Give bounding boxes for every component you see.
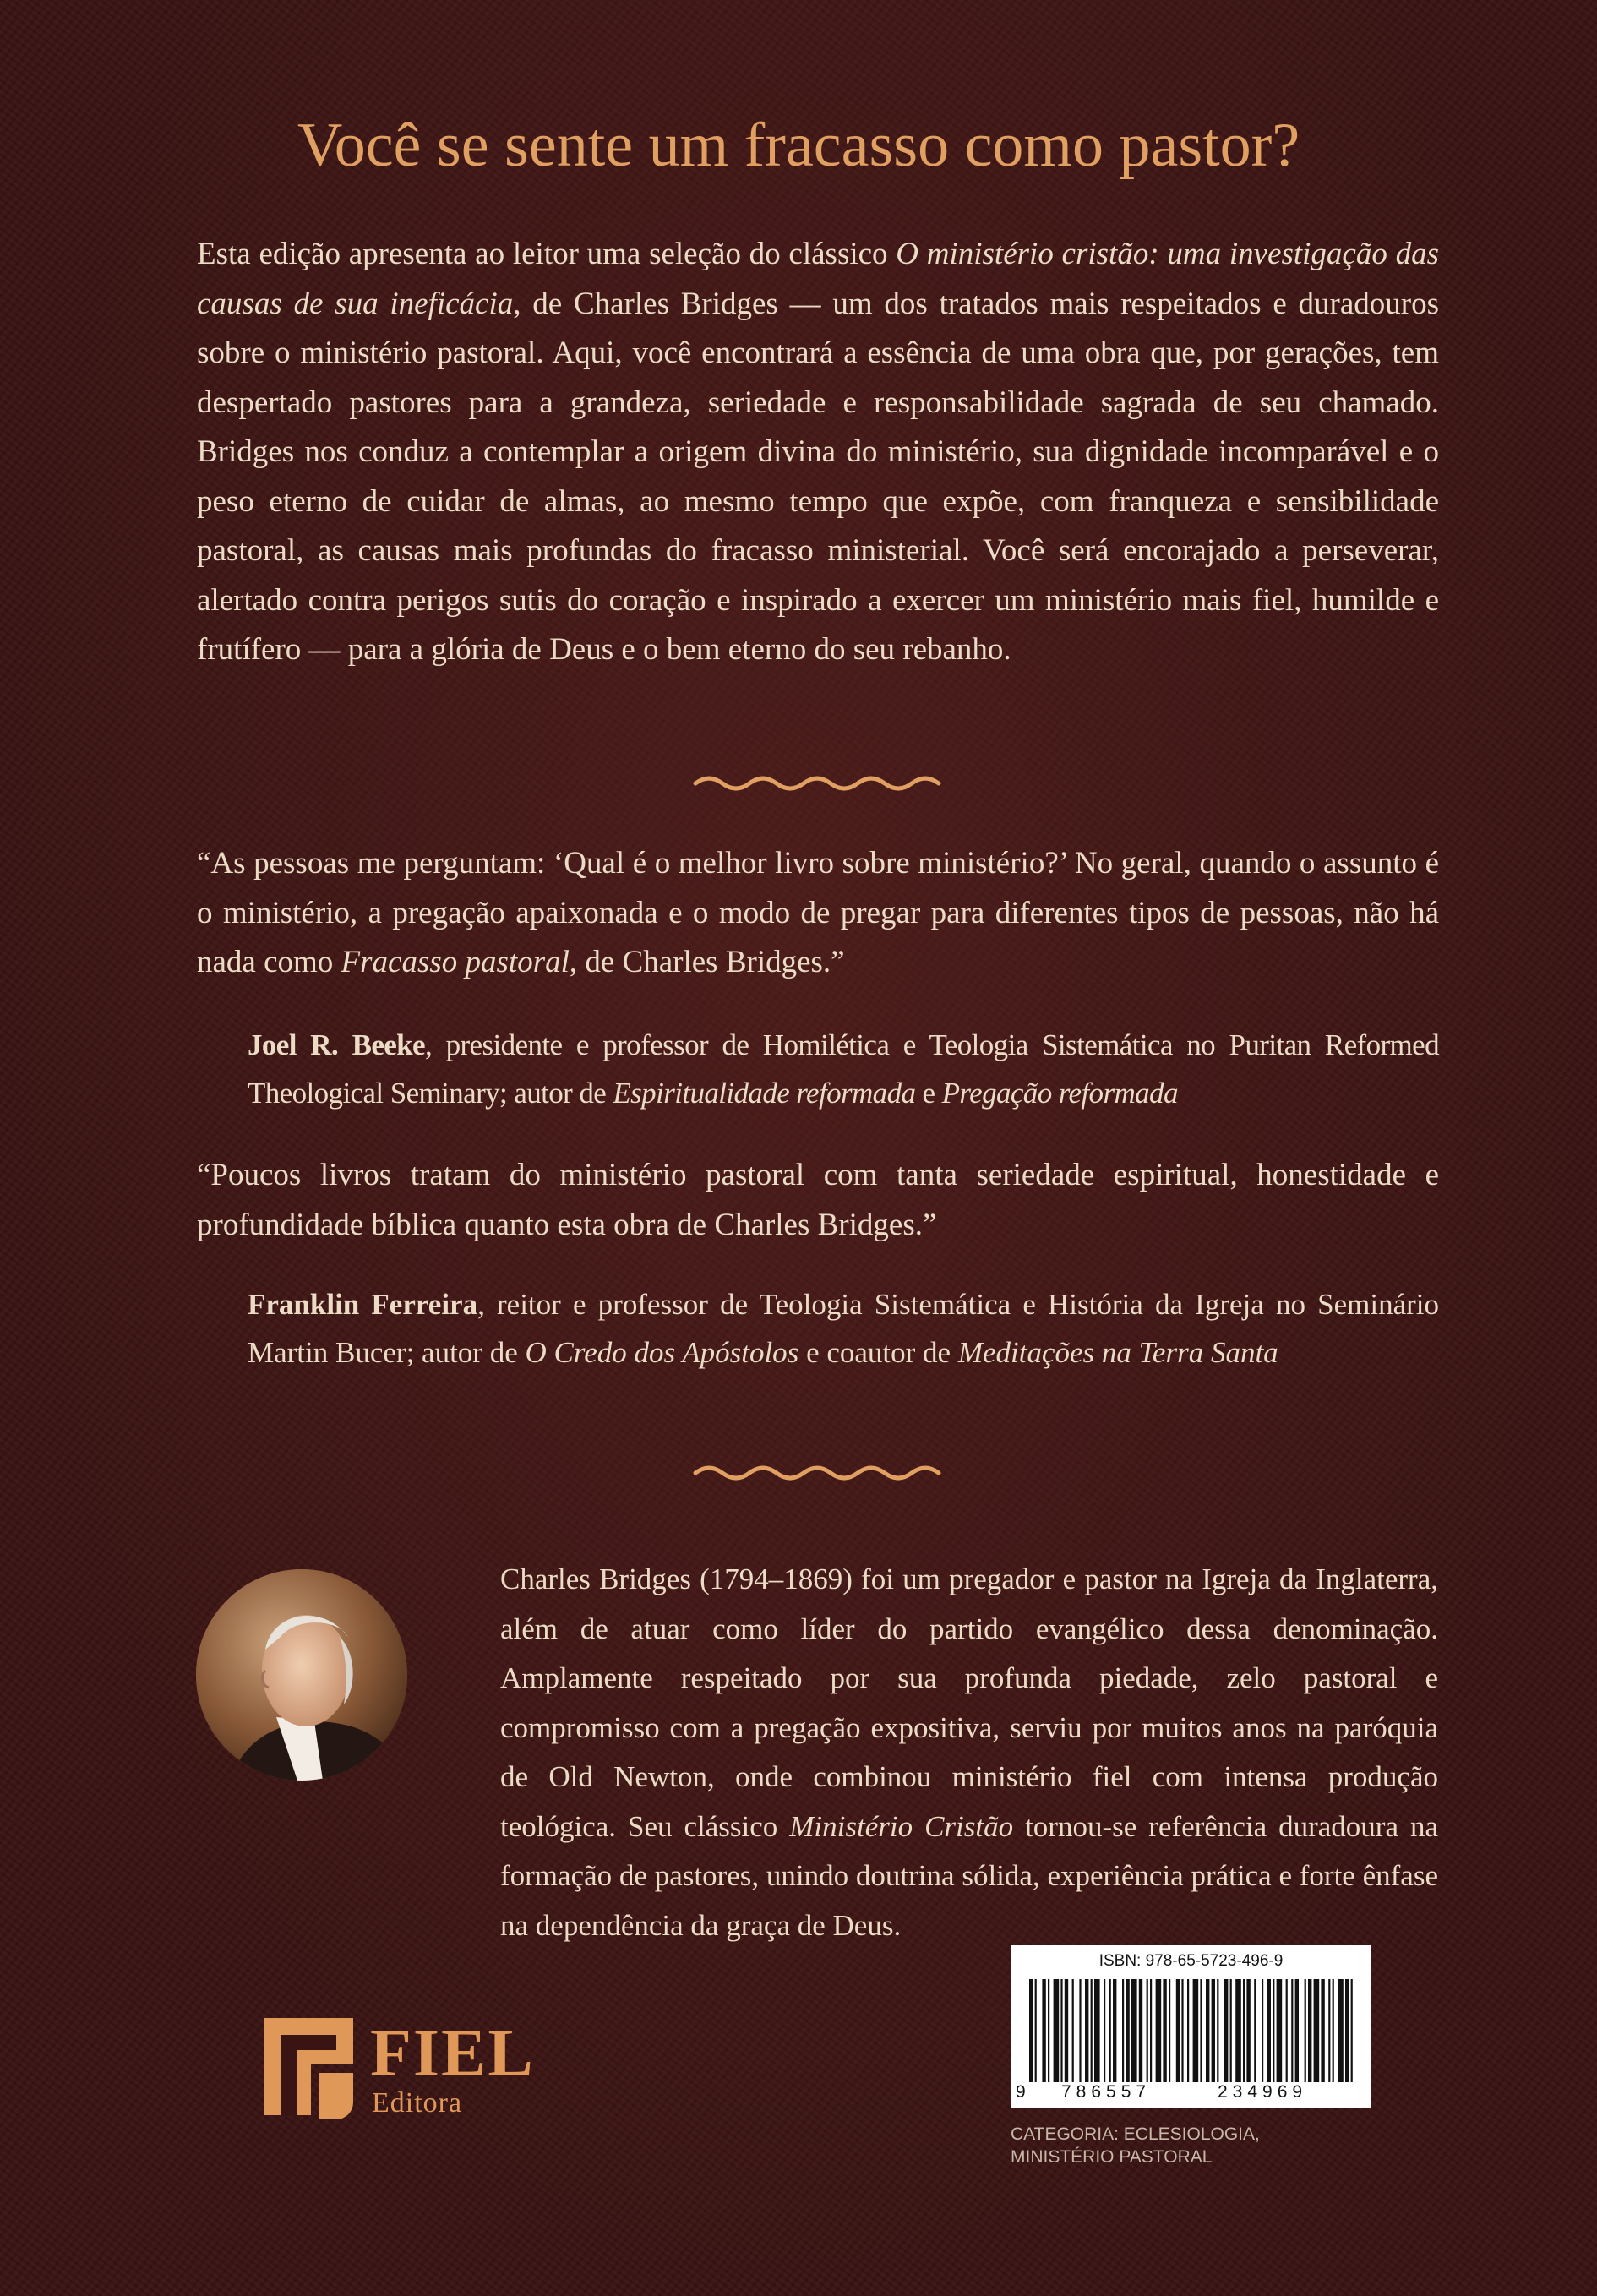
intro-book-title: O ministério cristão: uma investigação das causas de sua ineficácia — [197, 237, 1439, 321]
barcode-bar — [1295, 1979, 1299, 2082]
wave-divider-bottom — [691, 1460, 945, 1486]
bio-book: Ministério Cristão — [789, 1809, 1014, 1843]
headline: Você se sente um fracasso como pastor? — [297, 111, 1300, 180]
barcode-bar — [1109, 1979, 1111, 2082]
barcode-bar — [1243, 1979, 1245, 2082]
barcode-bar — [1277, 1979, 1283, 2082]
barcode-bar — [1072, 1979, 1074, 2082]
barcode-bar — [1054, 1979, 1060, 2082]
barcode-bar — [1267, 1979, 1271, 2082]
barcode-bar — [1094, 1979, 1100, 2082]
barcode-digits-left: 786557 — [1061, 2082, 1152, 2102]
barcode-bar — [1042, 1979, 1045, 2082]
barcode-bar — [1224, 1979, 1228, 2082]
attrib2-role: , reitor e professor de Teologia Sistemática e História da Igreja no Seminário Martin Bucer; autor de — [248, 1288, 1439, 1369]
barcode-bar — [1193, 1979, 1199, 2082]
bio-text-2: tornou-se referência duradoura na formação de pastores, unindo doutrina sólida, experiência prática e forte ênfase na dependência da graça de Deus. — [500, 1809, 1438, 1942]
wave-divider-top — [691, 771, 945, 796]
barcode-bar — [1139, 1979, 1142, 2082]
attrib1-and: e — [915, 1077, 942, 1110]
barcode-bar — [1200, 1979, 1202, 2082]
barcode-bar — [1328, 1979, 1330, 2082]
quote1-text-2: , de Charles Bridges.” — [569, 945, 845, 979]
barcode-bar — [1065, 1979, 1068, 2082]
barcode-bar — [1187, 1979, 1189, 2082]
quote1-book: Fracasso pastoral — [341, 945, 570, 979]
barcode-bar — [1321, 1979, 1324, 2082]
barcode-digit-first: 9 — [1016, 2082, 1026, 2102]
barcode-digits-right: 234969 — [1218, 2082, 1308, 2102]
quote1-text-1: “As pessoas me perguntam: ‘Qual é o melhor livro sobre ministério?’ No geral, quando o assunto é o ministério, a pregação apaixonada e o modo de pregar para diferentes tipos de pessoas, não há nada como — [197, 846, 1439, 979]
attrib1-name: Joel R. Beeke — [248, 1028, 425, 1061]
isbn-label: ISBN: 978-65-5723-496-9 — [1098, 1952, 1284, 1970]
barcode-bars — [1027, 1979, 1357, 2082]
intro-text-1: Esta edição apresenta ao leitor uma seleção do clássico — [197, 237, 897, 271]
barcode-bar — [1079, 1979, 1081, 2082]
publisher-name: FIEL — [370, 2016, 535, 2091]
intro-text-2: , de Charles Bridges — um dos tratados mais respeitados e duradouros sobre o ministério pastoral. Aqui, você encontrará a essência de uma obra que, por gerações, tem despertado pastores para a grandeza, seriedade e responsabilidade sagrada de seu chamado. Bridges nos conduz a contemplar a origem divina do ministério, sua dignidade incomparável e o peso eterno de cuidar de almas, ao mesmo tempo que expõe, com franqueza e sensibilidade pastoral, as causas mais profundas do fracasso ministerial. Você será encorajado a perseverar, alertado contra perigos sutis do coração e inspirado a exercer um ministério mais fiel, humilde e frutífero — para a glória de Deus e o bem eterno do seu rebanho. — [197, 286, 1439, 667]
barcode-bar — [1235, 1979, 1241, 2082]
barcode-bar — [1254, 1979, 1256, 2082]
attrib2-book1: O Credo dos Apóstolos — [525, 1336, 799, 1369]
attrib2-name: Franklin Ferreira — [248, 1288, 478, 1321]
barcode-bar — [1314, 1979, 1320, 2082]
author-bio — [500, 1555, 1438, 1950]
barcode-bar — [1262, 1979, 1263, 2082]
barcode-bar — [1104, 1979, 1105, 2082]
barcode-bar — [1163, 1979, 1166, 2082]
category-line-1: CATEGORIA: ECLESIOLOGIA, — [1011, 2124, 1260, 2144]
barcode-bar — [1035, 1979, 1037, 2082]
barcode-bar — [1060, 1979, 1062, 2082]
attrib1-role: , presidente e professor de Homilética e Teologia Sistemática no Puritan Reformed Theological Seminary; autor de — [248, 1028, 1439, 1110]
barcode-bar — [1156, 1979, 1162, 2082]
barcode-bar — [1181, 1979, 1183, 2082]
barcode-bar — [1217, 1979, 1218, 2082]
barcode — [1011, 1945, 1371, 2108]
attrib1-book2: Pregação reformada — [941, 1077, 1178, 1110]
bio-text-1: Charles Bridges (1794–1869) foi um pregador e pastor na Igreja da Inglaterra, além de atuar como líder do partido evangélico dessa denominação. Amplamente respeitado por sua profunda piedade, zelo pastoral e compromisso com a pregação expositiva, serviu por muitos anos na paróquia de Old Newton, onde combinou ministério fiel com intensa produção teológica. Seu clássico — [500, 1562, 1438, 1843]
attrib1-book1: Espiritualidade reformada — [613, 1077, 916, 1110]
barcode-bar — [1091, 1979, 1093, 2082]
barcode-bar — [1131, 1979, 1137, 2082]
barcode-bar — [1176, 1979, 1180, 2082]
barcode-bar — [1308, 1979, 1311, 2082]
barcode-bar — [1333, 1979, 1334, 2082]
attrib2-book2: Meditações na Terra Santa — [957, 1336, 1278, 1369]
barcode-bar — [1230, 1979, 1232, 2082]
barcode-bar — [1085, 1979, 1088, 2082]
barcode-bar — [1122, 1979, 1124, 2082]
barcode-bar — [1206, 1979, 1209, 2082]
barcode-bar — [1273, 1979, 1274, 2082]
barcode-bar — [1169, 1979, 1170, 2082]
author-portrait — [196, 1569, 407, 1781]
category-line-2: MINISTÉRIO PASTORAL — [1011, 2147, 1213, 2167]
attribution-beeke — [248, 1021, 1439, 1117]
attribution-ferreira — [248, 1280, 1439, 1377]
endorsement-quote-beeke — [197, 839, 1439, 988]
barcode-bar — [1048, 1979, 1049, 2082]
attrib2-and: e coautor de — [798, 1336, 958, 1369]
category-label — [1011, 2123, 1374, 2168]
portrait-illustration — [196, 1569, 407, 1781]
barcode-bar — [1286, 1979, 1288, 2082]
barcode-bar — [1338, 1979, 1344, 2082]
barcode-bar — [1305, 1979, 1306, 2082]
publisher-sub: Editora — [372, 2087, 463, 2119]
barcode-bar — [1029, 1979, 1033, 2082]
barcode-bar — [1113, 1979, 1116, 2082]
barcode-bar — [1147, 1979, 1148, 2082]
barcode-bar — [1345, 1979, 1349, 2082]
barcode-bar — [1150, 1979, 1152, 2082]
barcode-bar — [1291, 1979, 1293, 2082]
barcode-bar — [1351, 1979, 1353, 2082]
barcode-bar — [1246, 1979, 1250, 2082]
intro-paragraph — [197, 230, 1439, 675]
barcode-bar — [1126, 1979, 1129, 2082]
barcode-bar — [1212, 1979, 1215, 2082]
endorsement-quote-ferreira: “Poucos livros tratam do ministério pastoral com tanta seriedade espiritual, honestidade e profundidade bíblica quanto esta obra de Charles Bridges.” — [197, 1158, 1439, 1242]
